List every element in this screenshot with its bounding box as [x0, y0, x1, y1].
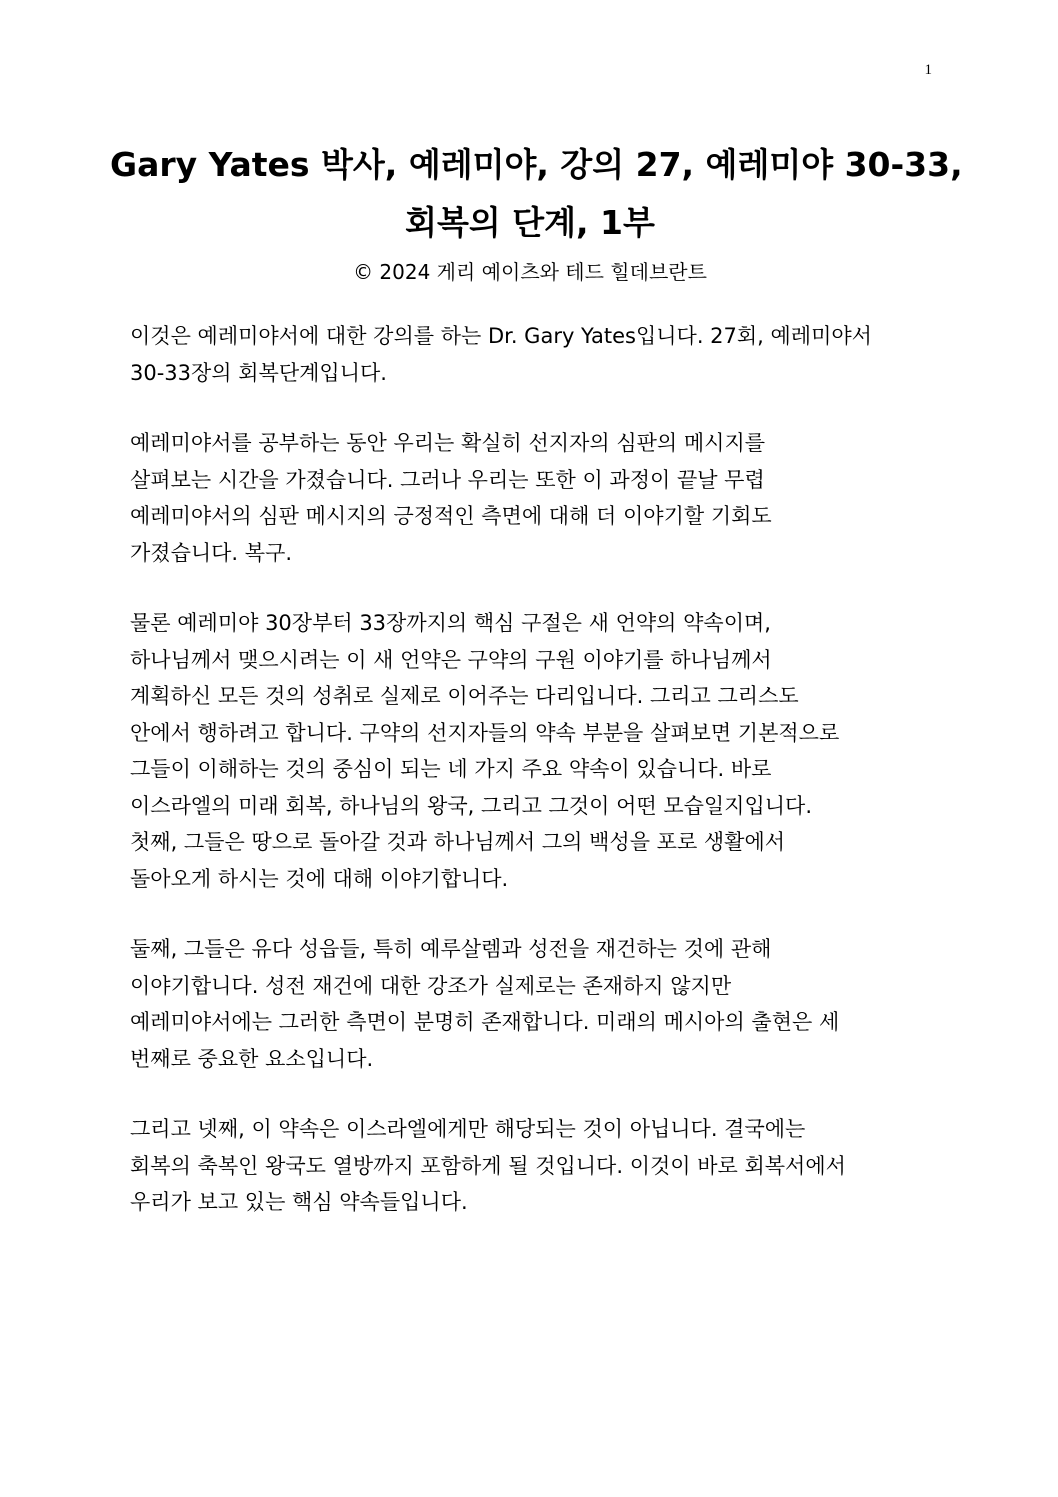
document-title [110, 136, 963, 252]
paragraph-line: 첫째, 그들은 땅으로 돌아갈 것과 하나님께서 그의 백성을 포로 생활에서 [130, 830, 786, 854]
paragraph-line: 회복의 축복인 왕국도 열방까지 포함하게 될 것입니다. 이것이 바로 회복서에서 [130, 1153, 846, 1178]
title-line: Gary Yates 박사, 예레미야, 강의 27, 예레미야 30-33, [110, 145, 963, 184]
paragraph [130, 1111, 930, 1221]
paragraph-line: 이스라엘의 미래 회복, 하나님의 왕국, 그리고 그것이 어떤 모습일지입니다. [130, 793, 813, 818]
paragraph-line: 그리고 넷째, 이 약속은 이스라엘에게만 해당되는 것이 아닙니다. 결국에는 [130, 1117, 806, 1141]
paragraph-line: 30-33장의 회복단계입니다. [130, 360, 387, 385]
paragraph-line: 예레미야서의 심판 메시지의 긍정적인 측면에 대해 더 이야기할 기회도 [130, 504, 772, 528]
paragraph [130, 318, 930, 391]
document-body [130, 318, 930, 1255]
paragraph-line: 안에서 행하려고 합니다. 구약의 선지자들의 약속 부분을 살펴보면 기본적으로 [130, 720, 840, 745]
paragraph [130, 425, 930, 571]
paragraph-line: 예레미야서에는 그러한 측면이 분명히 존재합니다. 미래의 메시아의 출현은 세 [130, 1010, 840, 1034]
paragraph-line: 그들이 이해하는 것의 중심이 되는 네 가지 주요 약속이 있습니다. 바로 [130, 757, 772, 781]
paragraph-line: 예레미야서를 공부하는 동안 우리는 확실히 선지자의 심판의 메시지를 [130, 431, 766, 455]
paragraph-line: 살펴보는 시간을 가졌습니다. 그러나 우리는 또한 이 과정이 끝날 무렵 [130, 467, 765, 492]
paragraph-line: 우리가 보고 있는 핵심 약속들입니다. [130, 1190, 468, 1214]
paragraph-line: 이야기합니다. 성전 재건에 대한 강조가 실제로는 존재하지 않지만 [130, 973, 732, 998]
page-number: 1 [924, 62, 932, 78]
paragraph-line: 물론 예레미야 30장부터 33장까지의 핵심 구절은 새 언약의 약속이며, [130, 611, 771, 635]
paragraph-line: 돌아오게 하시는 것에 대해 이야기합니다. [130, 866, 509, 891]
paragraph-line: 가졌습니다. 복구. [130, 540, 293, 565]
paragraph [130, 931, 930, 1077]
paragraph-line: 계획하신 모든 것의 성취로 실제로 이어주는 다리입니다. 그리고 그리스도 [130, 684, 799, 708]
title-line: 회복의 단계, 1부 [405, 203, 655, 242]
paragraph-line: 이것은 예레미야서에 대한 강의를 하는 Dr. Gary Yates입니다. 27회, 예레미야서 [130, 324, 872, 348]
paragraph-line: 둘째, 그들은 유다 성읍들, 특히 예루살렘과 성전을 재건하는 것에 관해 [130, 937, 772, 961]
paragraph [130, 605, 930, 897]
copyright-notice: © 2024 게리 예이츠와 테드 힐데브란트 [353, 260, 707, 284]
paragraph-line: 번째로 중요한 요소입니다. [130, 1046, 374, 1071]
paragraph-line: 하나님께서 맺으시려는 이 새 언약은 구약의 구원 이야기를 하나님께서 [130, 647, 772, 672]
